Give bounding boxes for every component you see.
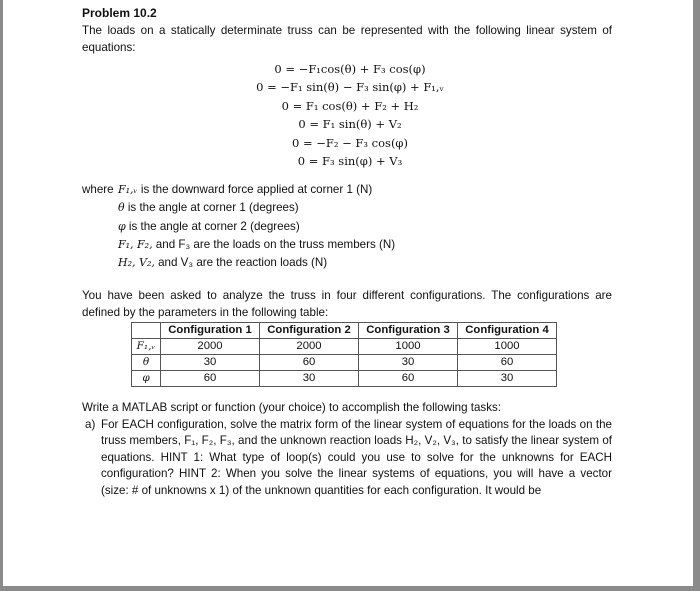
task-a (85, 417, 612, 500)
task-a-letter: a) (85, 417, 96, 431)
intro-paragraph: The loads on a statically determinate truss can be represented with the following linear system of equations: (82, 24, 612, 54)
definition: φ is the angle at corner 2 (degrees) (118, 219, 300, 233)
row-label: φ (132, 371, 161, 387)
definition: θ is the angle at corner 1 (degrees) (118, 201, 299, 215)
where-label: where (82, 183, 114, 196)
table-cell: 2000 (260, 339, 359, 355)
table-cell: 60 (359, 371, 458, 387)
problem-title: Problem 10.2 (82, 6, 157, 20)
column-header: Configuration 1 (161, 323, 260, 339)
table-cell: 60 (458, 355, 557, 371)
table-cell: 30 (359, 355, 458, 371)
table-cell: 1000 (458, 339, 557, 355)
column-header: Configuration 3 (359, 323, 458, 339)
tasks-section (82, 400, 612, 500)
page-border-left (0, 0, 3, 591)
page-border-bottom (0, 586, 700, 591)
table-cell: 30 (260, 371, 359, 387)
configuration-table (131, 322, 557, 387)
equation: 0 = −F₂ − F₃ cos(φ) (292, 135, 408, 150)
row-label: F₁,ᵥ (132, 339, 161, 355)
table-corner (132, 323, 161, 339)
definition: F₁,ᵥ is the downward force applied at corner 1 (N) (118, 183, 373, 196)
equation-system (200, 60, 500, 170)
equation: 0 = −F₁cos(θ) + F₃ cos(φ) (274, 62, 426, 76)
equation: 0 = F₁ sin(θ) + V₂ (298, 117, 402, 132)
table-row (132, 339, 557, 355)
column-header: Configuration 2 (260, 323, 359, 339)
row-label: θ (132, 355, 161, 371)
table-cell: 30 (458, 371, 557, 387)
definition: F₁, F₂, and F₃ are the loads on the truss members (N) (118, 237, 396, 251)
config-intro: You have been asked to analyze the truss in four different configurations. The configurations are defined by the parameters in the following table: (82, 289, 612, 319)
equation: 0 = F₃ sin(φ) + V₃ (297, 154, 403, 169)
task-a-text: For EACH configuration, solve the matrix form of the linear system of equations for the loads on the truss members, F₁, F₂, F₃, and the unknown reaction loads H₂, V₂, V₃, to satisfy the linear system of equations. HINT 1: What type of loop(s) could you use to solve for the unknowns for EACH configuration? HINT 2: When you solve the linear systems of equations, you will have a vector (size: # of unknowns x 1) of the unknown quantities for each configuration. It would be (101, 417, 612, 497)
table-cell: 60 (161, 371, 260, 387)
table-row (132, 371, 557, 387)
table-row (132, 355, 557, 371)
equation: 0 = −F₁ sin(θ) − F₃ sin(φ) + F₁,ᵥ (256, 80, 444, 95)
table-cell: 2000 (161, 339, 260, 355)
tasks-intro: Write a MATLAB script or function (your choice) to accomplish the following tasks: (82, 401, 502, 414)
table-cell: 60 (260, 355, 359, 371)
definition: H₂, V₂, and V₃ are the reaction loads (N) (118, 256, 328, 270)
table-cell: 30 (161, 355, 260, 371)
page-border-right (693, 0, 700, 591)
table-header-row (132, 323, 557, 339)
table-cell: 1000 (359, 339, 458, 355)
column-header: Configuration 4 (458, 323, 557, 339)
equation: 0 = F₁ cos(θ) + F₂ + H₂ (281, 98, 419, 113)
